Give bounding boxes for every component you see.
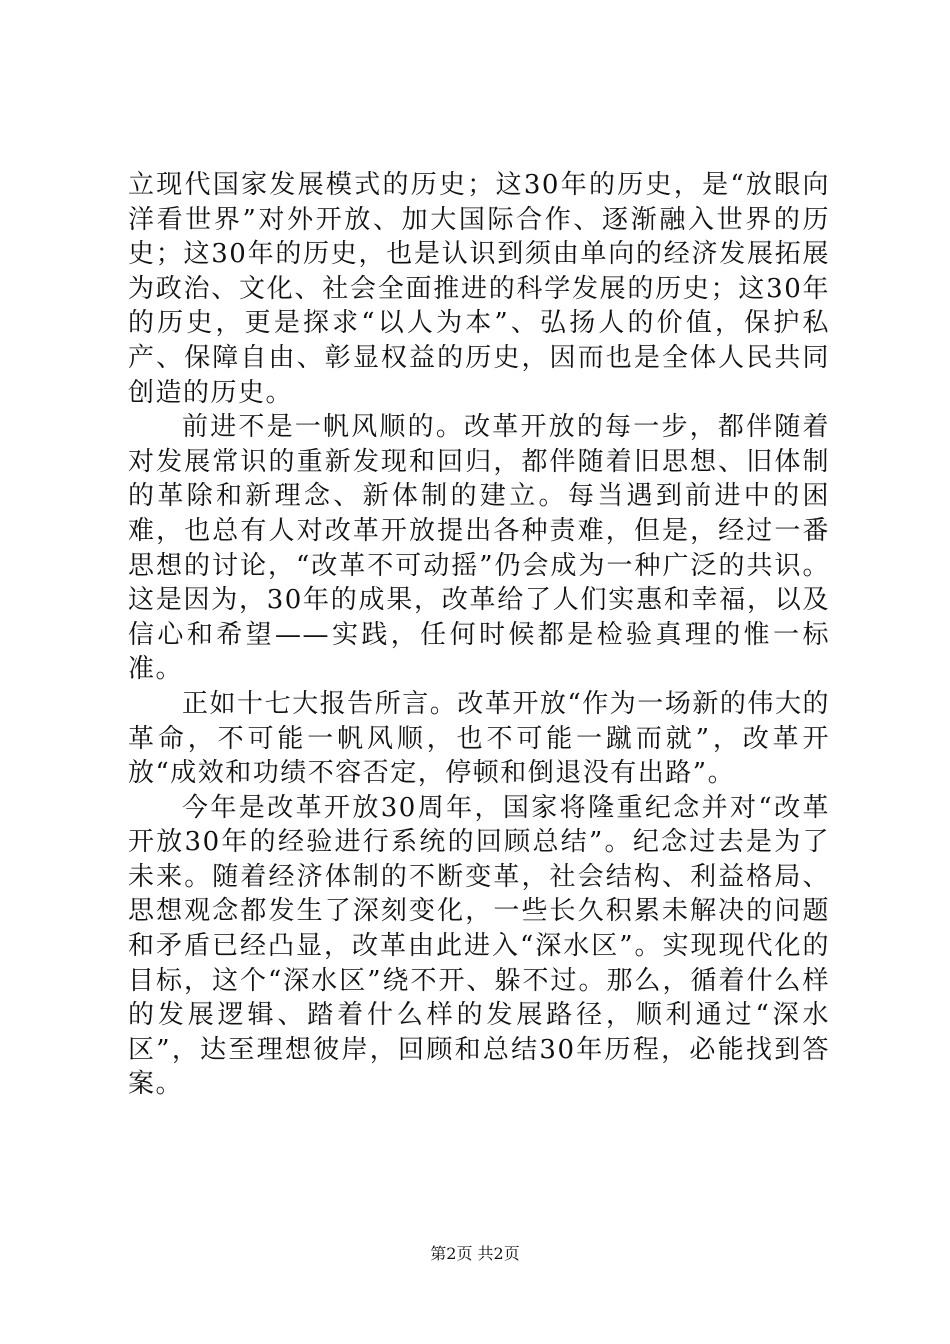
paragraph-report-quote: 正如十七大报告所言。改革开放“作为一场新的伟大的革命，不可能一帆风顺，也不可能一蹴而就”，改革开放“成效和功绩不容否定，停顿和倒退没有出路”。	[128, 688, 830, 789]
paragraph-continuation: 立现代国家发展模式的历史；这30年的历史，是“放眼向洋看世界”对外开放、加大国际合作、逐渐融入世界的历史；这30年的历史，也是认识到须由单向的经济发展拓展为政治、文化、社会全面推进的科学发展的历史；这30年的历史，更是探求“以人为本”、弘扬人的价值，保护私产、保障自由、彰显权益的历史，因而也是全体人民共同创造的历史。	[128, 170, 830, 408]
paragraph-anniversary: 今年是改革开放30周年，国家将隆重纪念并对“改革开放30年的经验进行系统的回顾总结”。纪念过去是为了未来。随着经济体制的不断变革，社会结构、利益格局、思想观念都发生了深刻变化，一些长久积累未解决的问题和矛盾已经凸显，改革由此进入“深水区”。实现现代化的目标，这个“深水区”绕不开、躲不过。那么，循着什么样的发展逻辑、踏着什么样的发展路径，顺利通过“深水区”，达至理想彼岸，回顾和总结30年历程，必能找到答案。	[128, 792, 830, 1100]
page-footer: 第2页 共2页	[430, 1244, 520, 1263]
document-body	[128, 168, 830, 1102]
paragraph-progress: 前进不是一帆风顺的。改革开放的每一步，都伴随着对发展常识的重新发现和回归，都伴随着旧思想、旧体制的革除和新理念、新体制的建立。每当遇到前进中的困难，也总有人对改革开放提出各种责难，但是，经过一番思想的讨论，“改革不可动摇”仍会成为一种广泛的共识。这是因为，30年的成果，改革给了人们实惠和幸福，以及信心和希望——实践，任何时候都是检验真理的惟一标准。	[128, 412, 830, 685]
